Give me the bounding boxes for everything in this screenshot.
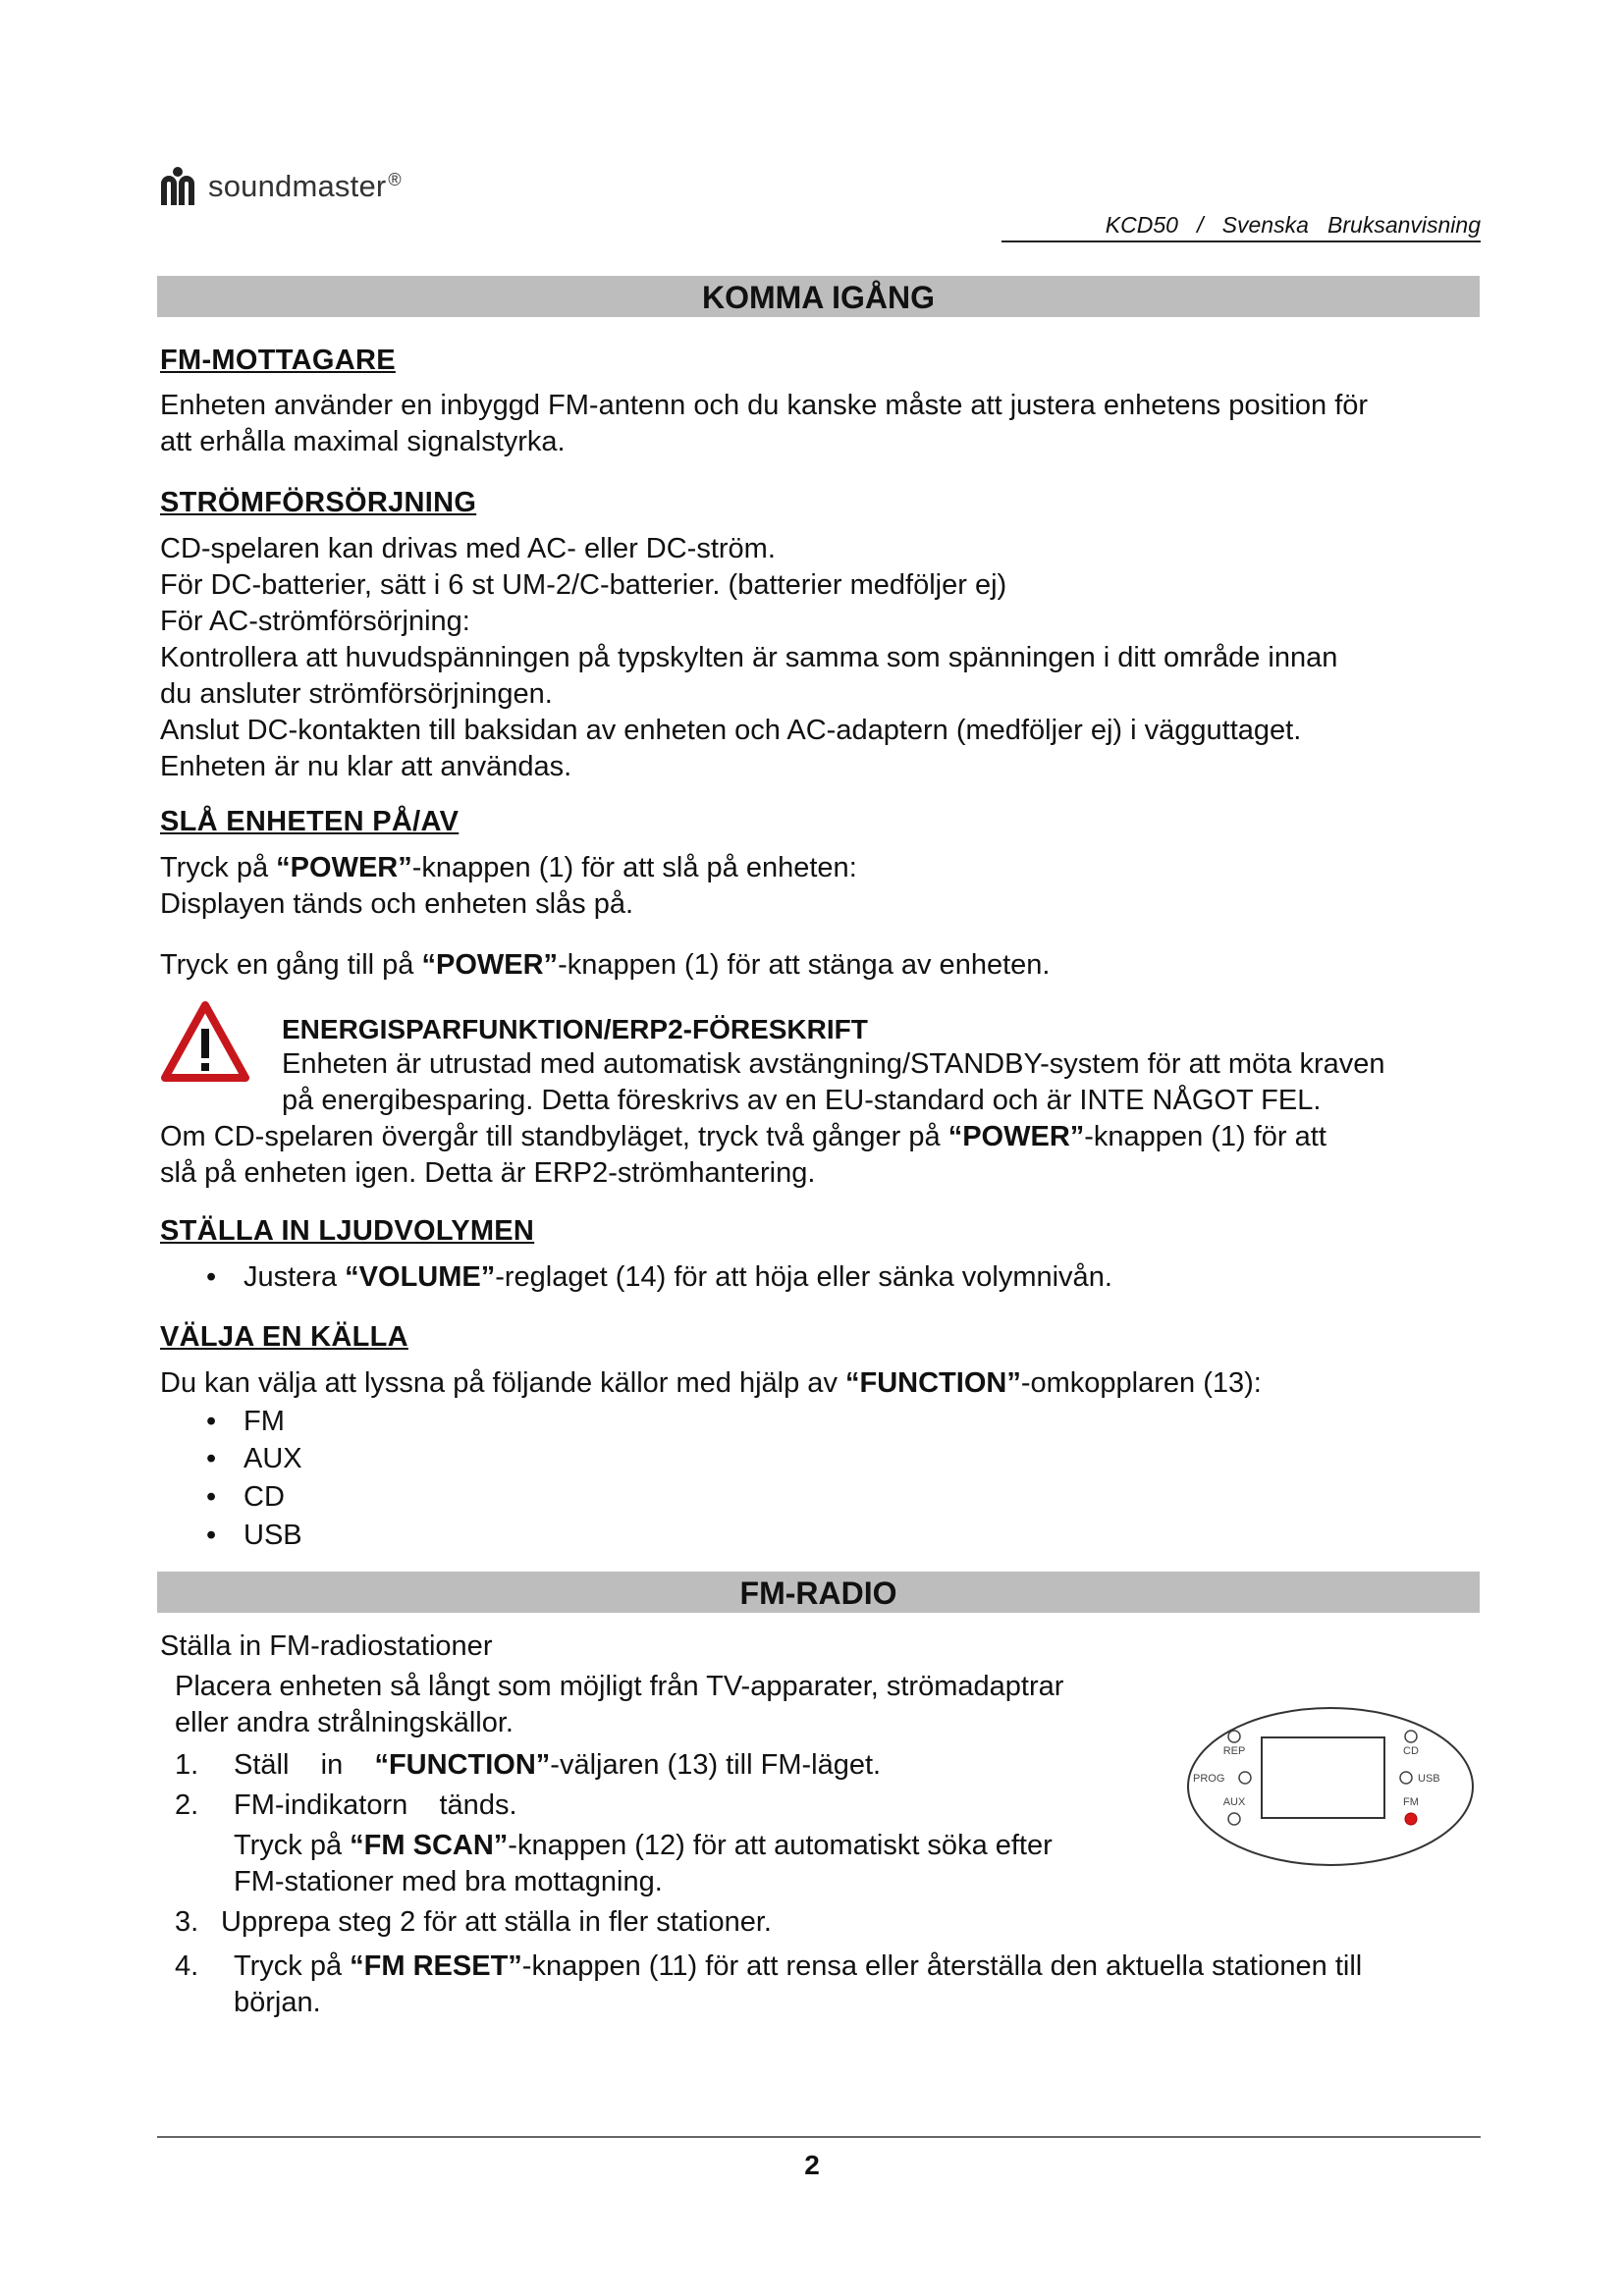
step-2-scan-text: Tryck på “FM SCAN”-knappen (12) för att automatiskt söka efter bbox=[234, 1830, 1053, 1861]
heading-on-off: SLÅ ENHETEN PÅ/AV bbox=[160, 806, 460, 837]
text-fm-receiver-2: att erhålla maximal signalstyrka. bbox=[160, 426, 566, 457]
source-item-aux: • AUX bbox=[206, 1443, 302, 1474]
step-3-number: 3. bbox=[175, 1906, 199, 1938]
aux-label: AUX bbox=[1222, 1796, 1246, 1808]
text-power-1: CD-spelaren kan drivas med AC- eller DC-ström. bbox=[160, 533, 776, 564]
text-power-6: Anslut DC-kontakten till baksidan av enheten och AC-adaptern (medföljer ej) i vägguttaget. bbox=[160, 715, 1302, 746]
step-1-text: Ställ in “FUNCTION”-väljaren (13) till FM-läget. bbox=[234, 1749, 882, 1781]
step-2-text: FM-indikatorn tänds. bbox=[234, 1789, 517, 1821]
section-title-fm-radio: FM-RADIO bbox=[157, 1572, 1480, 1613]
fm-indicator-lit bbox=[1405, 1813, 1417, 1825]
warning-text-2: på energibesparing. Detta föreskrivs av en EU-standard och är INTE NÅGOT FEL. bbox=[282, 1085, 1322, 1116]
brand-logo bbox=[157, 162, 402, 211]
text-power-7: Enheten är nu klar att användas. bbox=[160, 751, 572, 782]
step-4-text-2: början. bbox=[234, 1987, 321, 2018]
step-2-number: 2. bbox=[175, 1789, 199, 1821]
usb-label: USB bbox=[1418, 1773, 1440, 1785]
cd-label: CD bbox=[1403, 1745, 1419, 1757]
footer-divider bbox=[157, 2136, 1481, 2138]
warning-text-4: slå på enheten igen. Detta är ERP2-strömhantering. bbox=[160, 1157, 816, 1189]
section-title-getting-started: KOMMA IGÅNG bbox=[157, 276, 1480, 317]
text-radio-place-1: Placera enheten så långt som möjligt från TV-apparater, strömadaptrar bbox=[175, 1671, 1064, 1702]
text-radio-intro: Ställa in FM-radiostationer bbox=[160, 1630, 493, 1662]
heading-source: VÄLJA EN KÄLLA bbox=[160, 1321, 408, 1353]
warning-text-3: Om CD-spelaren övergår till standbyläget, tryck två gånger på “POWER”-knappen (1) för att bbox=[160, 1121, 1326, 1152]
warning-text-1: Enheten är utrustad med automatisk avstängning/STANDBY-system för att möta kraven bbox=[282, 1048, 1385, 1080]
source-item-cd: • CD bbox=[206, 1481, 285, 1513]
step-1-number: 1. bbox=[175, 1749, 199, 1781]
step-4-number: 4. bbox=[175, 1950, 199, 1982]
step-2-scan-text-2: FM-stationer med bra mottagning. bbox=[234, 1866, 663, 1897]
text-on-off-3: Tryck en gång till på “POWER”-knappen (1) för att stänga av enheten. bbox=[160, 949, 1051, 981]
warning-title: ENERGISPARFUNKTION/ERP2-FÖRESKRIFT bbox=[282, 1014, 868, 1044]
volume-bullet: • Justera “VOLUME”-reglaget (14) för att höja eller sänka volymnivån. bbox=[206, 1261, 1112, 1293]
source-item-fm: • FM bbox=[206, 1406, 285, 1437]
warning-triangle-icon bbox=[161, 1001, 249, 1082]
fm-label: FM bbox=[1403, 1796, 1419, 1808]
document-id: KCD50 / Svenska Bruksanvisning bbox=[1001, 211, 1481, 242]
text-on-off-2: Displayen tänds och enheten slås på. bbox=[160, 888, 634, 920]
soundmaster-logo-icon bbox=[157, 164, 202, 209]
text-power-5: du ansluter strömförsörjningen. bbox=[160, 678, 553, 710]
text-power-4: Kontrollera att huvudspänningen på typskylten är samma som spänningen i ditt område innan bbox=[160, 642, 1338, 673]
text-fm-receiver-1: Enheten använder en inbyggd FM-antenn och du kanske måste att justera enhetens position för bbox=[160, 390, 1369, 421]
text-power-2: För DC-batterier, sätt i 6 st UM-2/C-batterier. (batterier medföljer ej) bbox=[160, 569, 1007, 601]
heading-power-supply: STRÖMFÖRSÖRJNING bbox=[160, 487, 477, 518]
text-source: Du kan välja att lyssna på följande källor med hjälp av “FUNCTION”-omkopplaren (13): bbox=[160, 1367, 1262, 1399]
text-power-3: För AC-strömförsörjning: bbox=[160, 606, 470, 637]
text-radio-place-2: eller andra strålningskällor. bbox=[175, 1707, 514, 1738]
heading-fm-receiver: FM-MOTTAGARE bbox=[160, 345, 396, 376]
page-number: 2 bbox=[804, 2150, 820, 2180]
step-4-text: Tryck på “FM RESET”-knappen (11) för att rensa eller återställa den aktuella stationen till bbox=[234, 1950, 1363, 1982]
front-panel-illustration bbox=[1183, 1703, 1478, 1870]
brand-name: soundmaster ® bbox=[208, 169, 402, 203]
text-on-off-1: Tryck på “POWER”-knappen (1) för att slå på enheten: bbox=[160, 852, 857, 883]
display-window bbox=[1262, 1737, 1384, 1818]
rep-label: REP bbox=[1222, 1745, 1246, 1757]
prog-label: PROG bbox=[1193, 1773, 1225, 1785]
step-3-text: Upprepa steg 2 för att ställa in fler stationer. bbox=[221, 1906, 772, 1938]
source-item-usb: • USB bbox=[206, 1520, 302, 1551]
heading-volume: STÄLLA IN LJUDVOLYMEN bbox=[160, 1215, 535, 1247]
